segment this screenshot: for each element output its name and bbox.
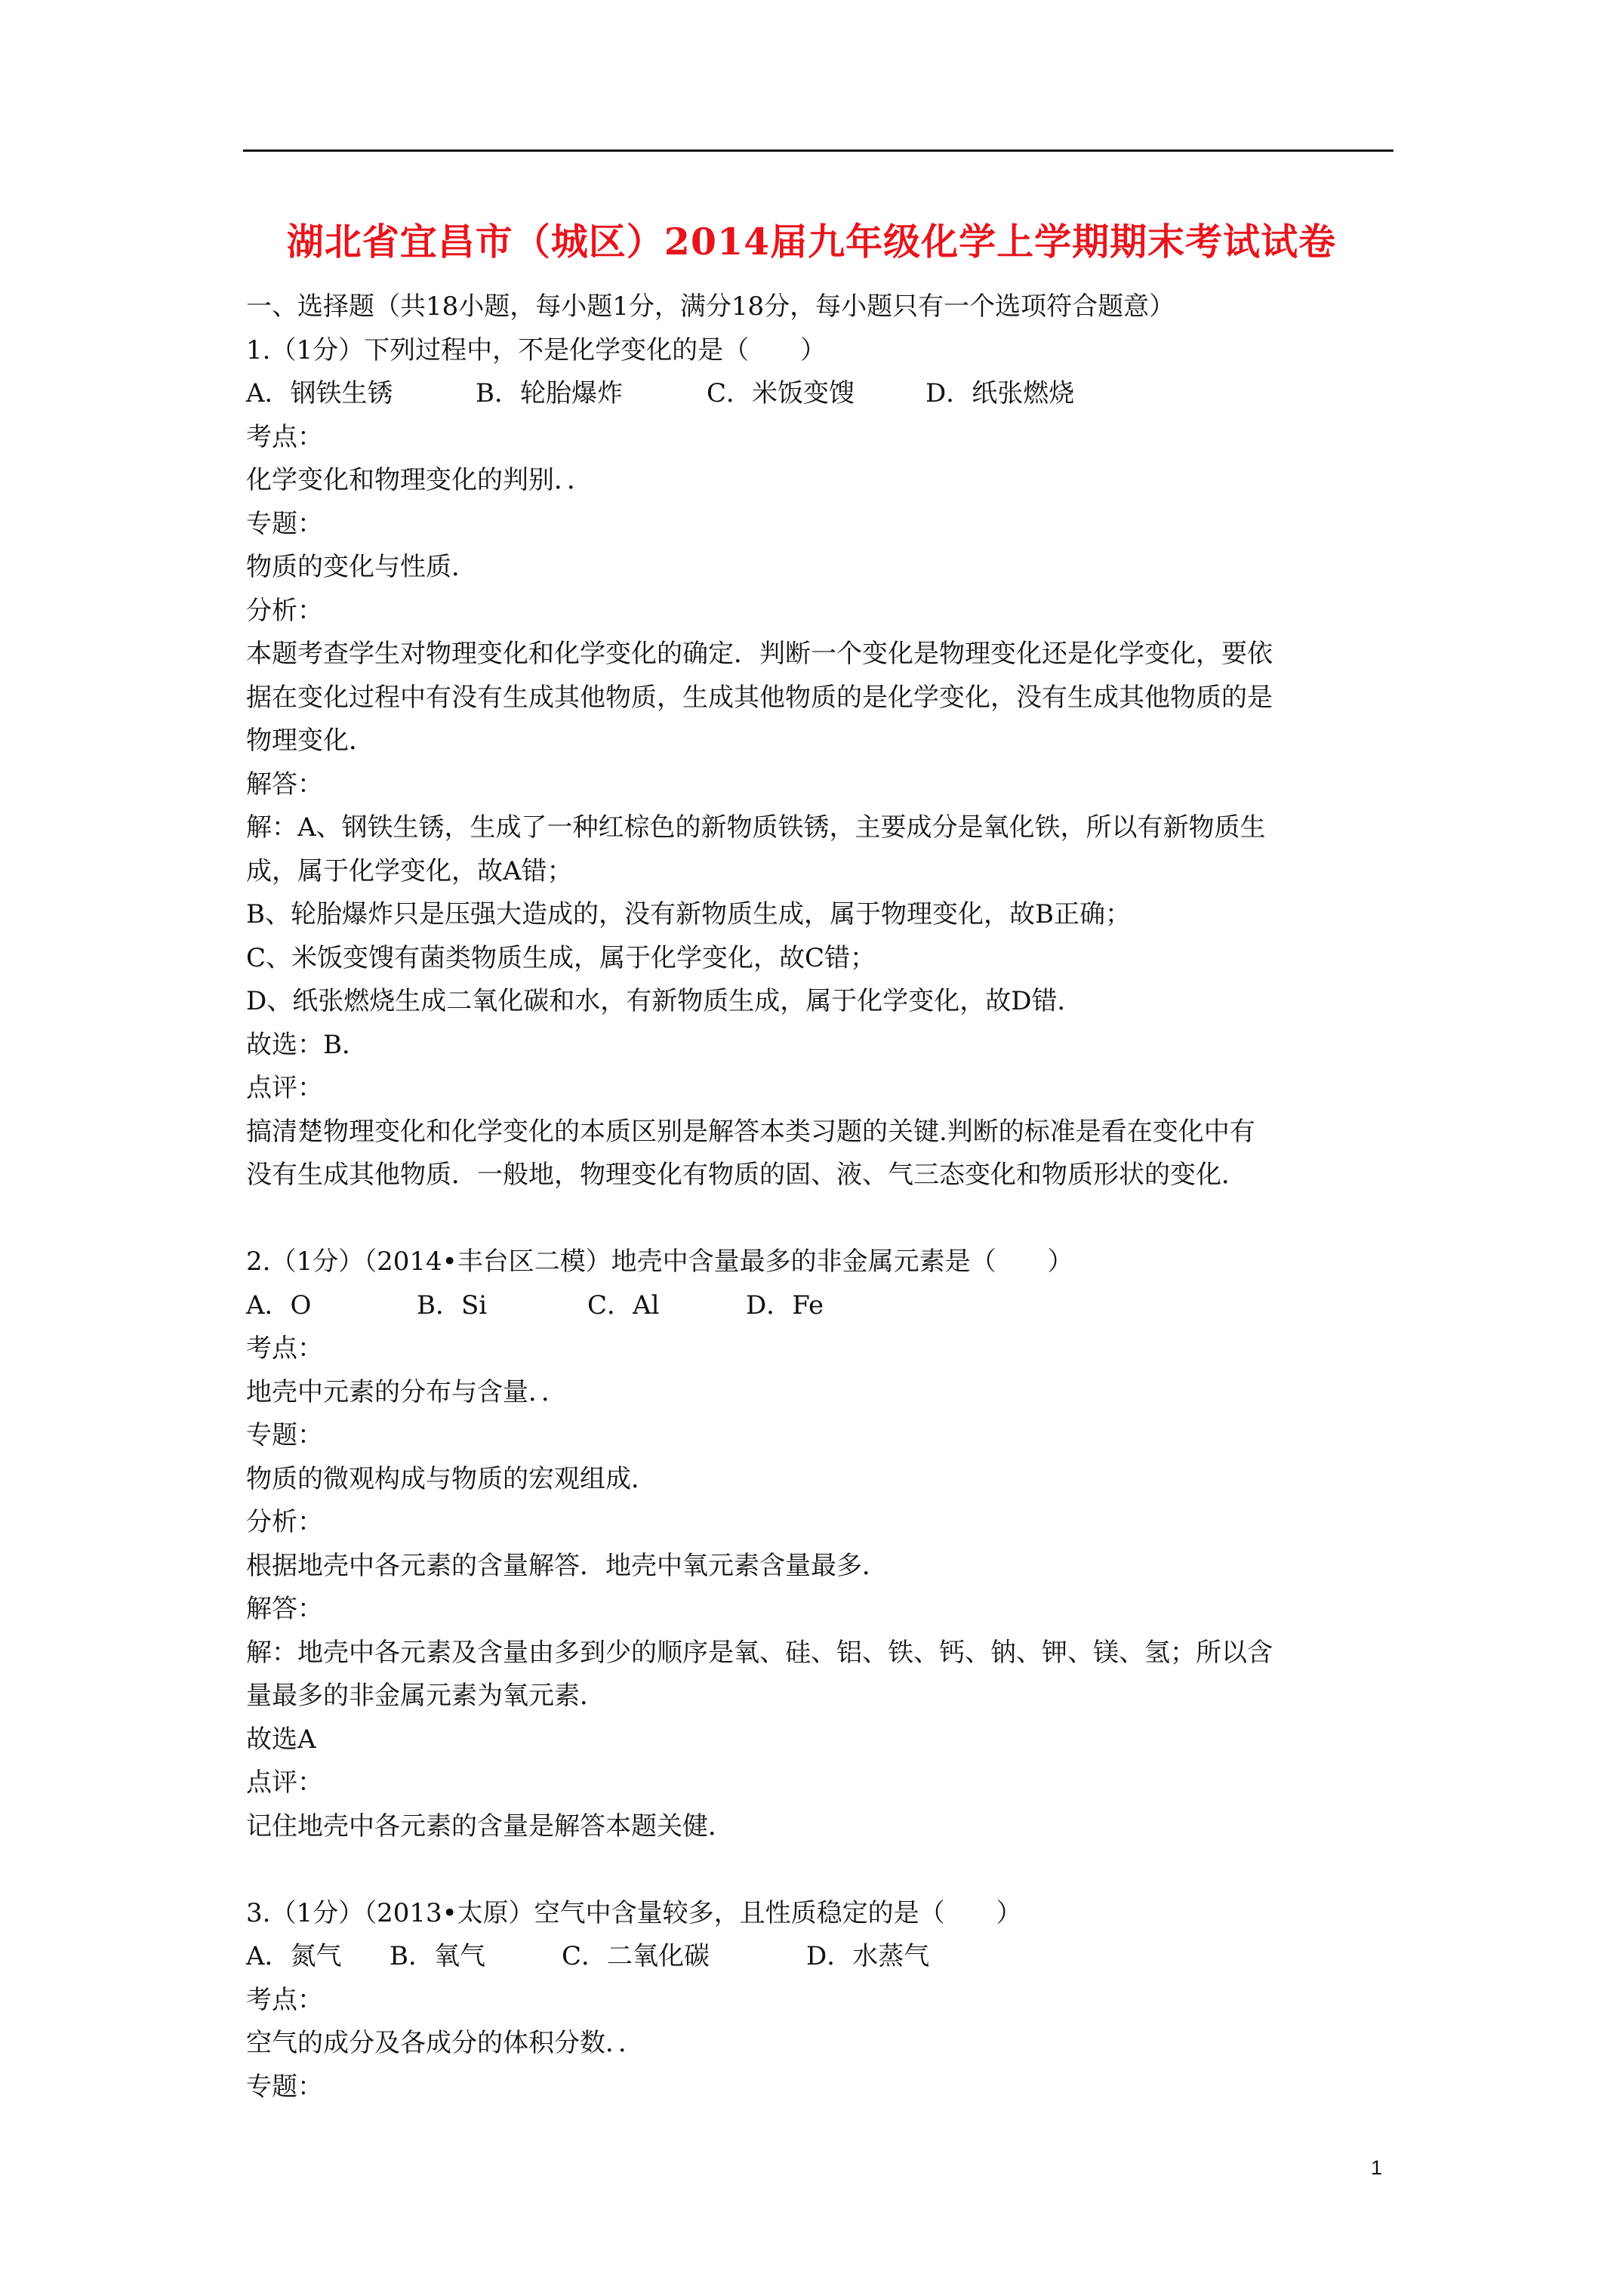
dianping-line: 记住地壳中各元素的含量是解答本题关健．	[246, 1811, 734, 1841]
fenxi-line: 据在变化过程中有没有生成其他物质，生成其他物质的是化学变化，没有生成其他物质的是	[246, 682, 1273, 713]
zhuanti-label: 专题：	[246, 1420, 323, 1450]
question-1	[246, 329, 1397, 1197]
fenxi-label: 分析：	[246, 1507, 323, 1537]
option-c: C．二氧化碳	[562, 1941, 710, 1971]
dianping-line: 没有生成其他物质．一般地，物理变化有物质的固、液、气三态变化和物质形状的变化．	[246, 1160, 1247, 1190]
option-a: A．O	[246, 1290, 312, 1321]
spacer	[246, 1848, 1397, 1892]
document-title: 湖北省宜昌市（城区）2014届九年级化学上学期期末考试试卷	[286, 220, 1337, 264]
fenxi-line: 根据地壳中各元素的含量解答．地壳中氧元素含量最多．	[246, 1550, 888, 1581]
option-b: B．氧气	[390, 1941, 485, 1971]
option-d: D．水蒸气	[806, 1941, 930, 1971]
zhuanti-text: 物质的微观构成与物质的宏观组成．	[246, 1463, 657, 1494]
answer-line: 故选：B．	[246, 1029, 368, 1060]
question-stem: 3.（1分）（2013•太原）空气中含量较多，且性质稳定的是（ ）	[246, 1897, 1022, 1928]
fenxi-label: 分析：	[246, 595, 323, 626]
jieda-label: 解答：	[246, 769, 323, 800]
question-3	[246, 1892, 1397, 2110]
question-stem: 2.（1分）（2014•丰台区二模）地壳中含量最多的非金属元素是（ ）	[246, 1247, 1073, 1277]
jieda-line: 成，属于化学变化，故A错；	[246, 855, 573, 886]
kaodian-text: 化学变化和物理变化的判别．．	[246, 465, 593, 495]
option-a: A．钢铁生锈	[246, 378, 393, 408]
answer-line: 故选A	[246, 1724, 316, 1755]
section-heading: 一、选择题（共18小题，每小题1分，满分18分，每小题只有一个选项符合题意）	[246, 291, 1175, 322]
spacer	[246, 1197, 1397, 1241]
kaodian-label: 考点：	[246, 421, 323, 452]
document-body	[246, 285, 1397, 2109]
kaodian-text: 地壳中元素的分布与含量．．	[246, 1376, 567, 1407]
question-2	[246, 1240, 1397, 1848]
options-row	[246, 372, 1397, 416]
dianping-line: 搞清楚物理变化和化学变化的本质区别是解答本类习题的关键.判断的标准是看在变化中有	[246, 1116, 1255, 1147]
jieda-line: 量最多的非金属元素为氧元素．	[246, 1681, 605, 1711]
option-b: B．轮胎爆炸	[476, 378, 623, 408]
dianping-label: 点评：	[246, 1073, 323, 1103]
jieda-line: C、米饭变馊有菌类物质生成，属于化学变化，故C错；	[246, 942, 876, 973]
option-d: D．Fe	[746, 1290, 824, 1321]
option-c: C．Al	[587, 1290, 660, 1321]
jieda-line: 解：A、钢铁生锈，生成了一种红棕色的新物质铁锈，主要成分是氧化铁，所以有新物质生	[246, 812, 1266, 843]
jieda-line: D、纸张燃烧生成二氧化碳和水，有新物质生成，属于化学变化，故D错．	[246, 986, 1083, 1016]
zhuanti-label: 专题：	[246, 2071, 323, 2102]
options-row	[246, 1284, 1397, 1328]
kaodian-label: 考点：	[246, 1984, 323, 2015]
option-d: D．纸张燃烧	[925, 378, 1075, 408]
dianping-label: 点评：	[246, 1767, 323, 1798]
question-stem: 1.（1分）下列过程中，不是化学变化的是（ ）	[246, 334, 827, 365]
jieda-line: B、轮胎爆炸只是压强大造成的，没有新物质生成，属于物理变化，故B正确；	[246, 899, 1131, 929]
options-row	[246, 1935, 1397, 1979]
kaodian-text: 空气的成分及各成分的体积分数．．	[246, 2028, 644, 2058]
jieda-line: 解：地壳中各元素及含量由多到少的顺序是氧、硅、铝、铁、钙、钠、钾、镁、氢；所以含	[246, 1637, 1273, 1668]
header-rule	[243, 149, 1394, 152]
kaodian-label: 考点：	[246, 1333, 323, 1364]
jieda-label: 解答：	[246, 1594, 323, 1624]
option-c: C．米饭变馊	[707, 378, 855, 408]
option-b: B．Si	[417, 1290, 488, 1321]
fenxi-line: 物理变化．	[246, 726, 374, 756]
zhuanti-text: 物质的变化与性质．	[246, 552, 477, 582]
page-number: 1	[1371, 2156, 1383, 2179]
zhuanti-label: 专题：	[246, 508, 323, 539]
fenxi-line: 本题考查学生对物理变化和化学变化的确定．判断一个变化是物理变化还是化学变化，要依	[246, 639, 1273, 669]
option-a: A．氮气	[246, 1941, 342, 1971]
